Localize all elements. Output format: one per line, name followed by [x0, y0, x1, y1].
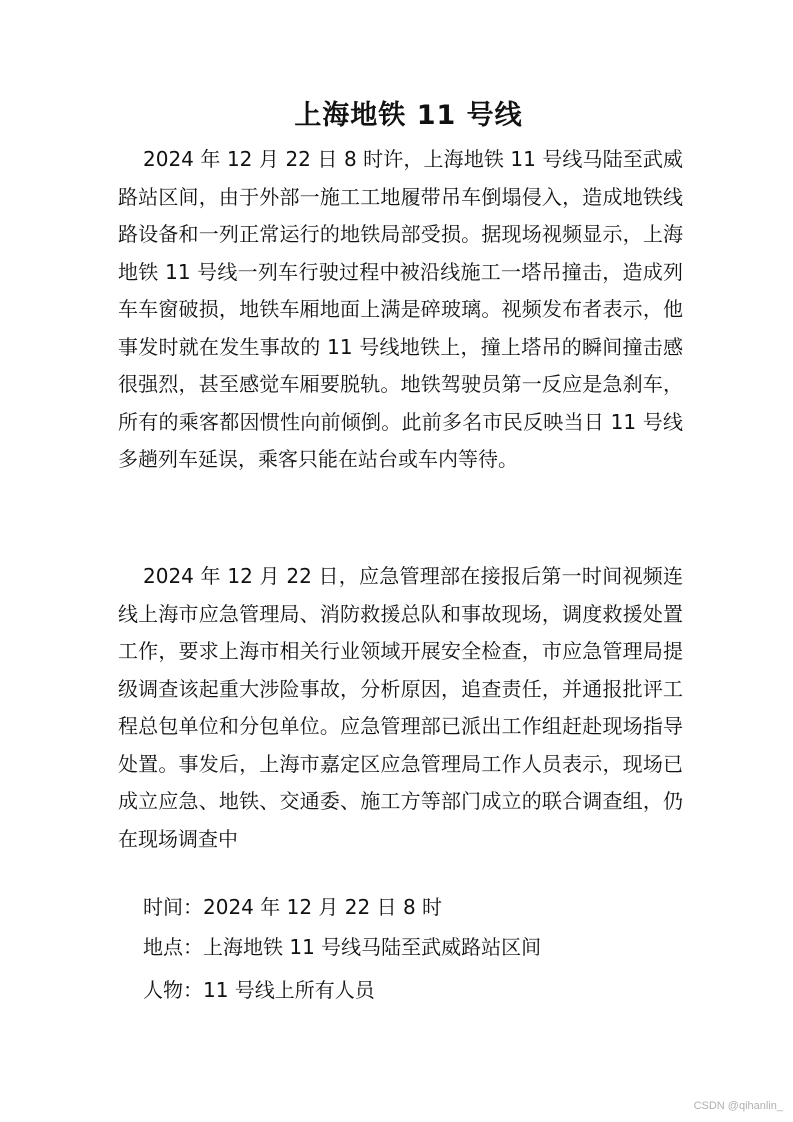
paragraph-incident: 2024 年 12 月 22 日 8 时许，上海地铁 11 号线马陆至武威路站区间，由于外部一施工工地履带吊车倒塌侵入，造成地铁线路设备和一列正常运行的地铁局部受损。据现场视频显示，上海地铁 11 号线一列车行驶过程中被沿线施工一塔吊撞击，造成列车车窗破损，地铁车厢地面上满是碎玻璃。视频发布者表示，他事发时就在发生事故的 11 号线地铁上，撞上塔吊的瞬间撞击感很强烈，甚至感觉车厢要脱轨。地铁驾驶员第一反应是急刹车，所有的乘客都因惯性向前倾倒。此前多名市民反映当日 11 号线多趟列车延误，乘客只能在站台或车内等待。	[118, 147, 683, 471]
document-title: 上海地铁 11 号线	[294, 100, 523, 131]
watermark: CSDN @qihanlin_	[693, 1100, 783, 1112]
meta-place: 地点：上海地铁 11 号线马陆至武威路站区间	[143, 935, 542, 959]
paragraph-response: 2024 年 12 月 22 日，应急管理部在接报后第一时间视频连线上海市应急管理局、消防救援总队和事故现场，调度救援处置工作，要求上海市相关行业领域开展安全检查，市应急管理局提级调查该起重大涉险事故，分析原因，追查责任，并通报批评工程总包单位和分包单位。应急管理部已派出工作组赶赴现场指导处置。事发后，上海市嘉定区应急管理局工作人员表示，现场已成立应急、地铁、交通委、施工方等部门成立的联合调查组，仍在现场调查中	[118, 564, 683, 851]
meta-time: 时间：2024 年 12 月 22 日 8 时	[143, 895, 443, 919]
meta-people: 人物：11 号线上所有人员	[143, 978, 375, 1002]
